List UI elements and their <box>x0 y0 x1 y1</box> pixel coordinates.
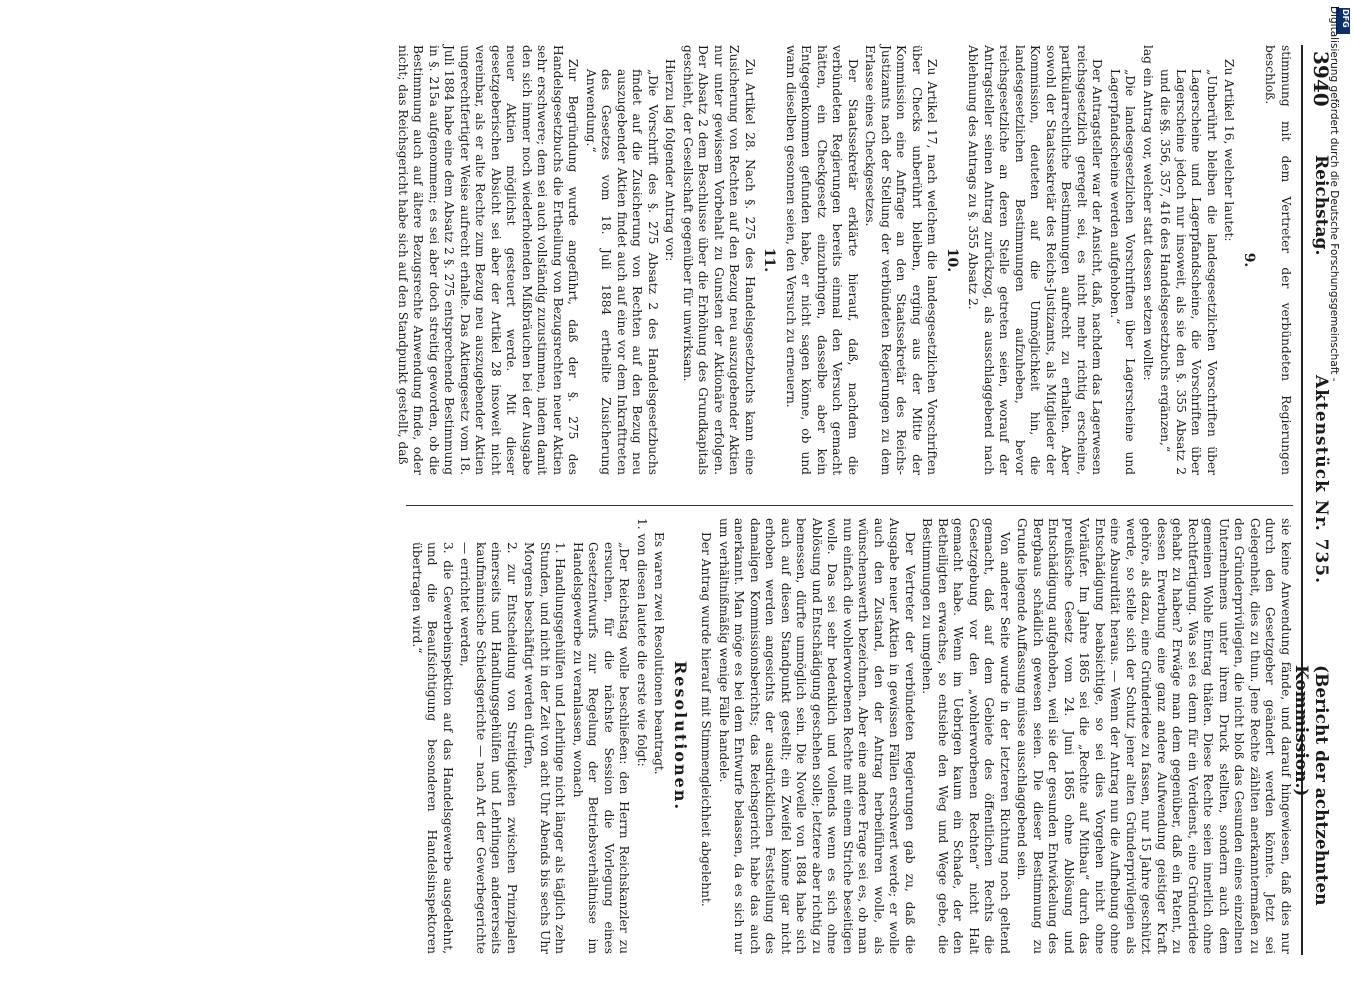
paragraph: Zu Artikel 17, nach welchem die landesgesetzlichen Vorschriften über Checks unberührt bleiben, erging aus der Mitte der Kommission eine Anfrage an den Staatssekretär des Reichs-Justizamts nach der Stellung der verbündeten Regierungen zu dem Erlasse eines Checkgesetzes. <box>863 45 940 475</box>
quote: „Die landesgesetzlichen Vorschriften über Lagerscheine und Lagerpfandscheine werden aufgehoben.“ <box>1108 69 1138 475</box>
section-heading: 10. <box>944 247 960 273</box>
quote: „Der Reichstag wolle beschließen: den Herrn Reichskanzler zu ersuchen, für die nächste Session die Vorlegung eines Gesetzentwurfs zur Regelung der Betriebsverhältnisse im Handelsgewerbe zu veranlassen, wonach <box>571 542 632 954</box>
paragraph: Der Vertreter der verbündeten Regierungen gab zu, daß die Ausgabe neuer Aktien in gewissen Fällen erschwert werde; er wolle auch den Zustand, den der Antrag herbeiführen wolle, als wünschenswerth bezeichnen. Aber eine andere Frage sei es, ob man nun einfach die wohlerworbenen Rechte mit einem Striche beseitigen wolle. Das sei sehr bedenklich und vollends wenn es sich ohne Ablösung und Entschädigung geschehen solle; letztere aber richtig zu bemessen, dürfte unmöglich sein. Die Novelle von 1884 habe sich auch auf diesen Standpunkt gestellt; ein Zweifel könne gar nicht erhoben werden angesichts der ausdrücklichen Feststellung des damaligen Kommissionsberichts; das Reichsgericht habe das auch anerkannt. Man möge es bei dem Entwurfe belassen, da es sich nur um verhältnißmäßig wenige Fälle handele. <box>717 518 917 954</box>
paragraph: Es waren zwei Resolutionen beantragt. <box>652 532 667 775</box>
paragraph: Von anderer Seite wurde in der letzteren Richtung noch geltend gemacht, daß auf dem Gebiete des öffentlichen Rechts die Gesetzgebung vor den „wohlerworbenen Rechten“ nicht Halt gemacht habe. Wenn im Uebrigen kaum ein Schade, der den Betheiligten erwachse, so entsiehe den Weg und Wege gebe, die Bestimmungen zu umgehen. <box>920 518 1012 954</box>
list-item: 3. die Gewerbeinspektion auf das Handelsgewerbe ausgedehnt, und die Beaufsichtigung besonderen Handelsinspektoren übertragen wird.“ <box>410 542 455 954</box>
section-heading: 11. <box>761 247 778 273</box>
section-heading: 9. <box>1241 252 1257 268</box>
paragraph: Der Antragsteller war der Ansicht, daß, nachdem das Lagerwesen reichsgesetzlich geregelt sei, es nicht mehr richtig erscheine, partikularrechtliche Bestimmungen aufrecht zu erhalten. Aber sowohl der Staatssekretär des Reichs-Justizamts, als Mitglieder der Kommission, deuteten auf die Unmöglichkeit hin, die landesgesetzlichen Bestimmungen aufzuheben, bevor reichsgesetzliche an deren Stelle getreten seien, worauf der Antragsteller seinen Antrag zurückzog, als ausschlaggebend nach Ablehnung des Antrags zu §. 355 Absatz 2. <box>966 45 1105 475</box>
document-page <box>62 45 1337 955</box>
page-number: 3940 <box>1309 51 1333 107</box>
paragraph: stimmung mit dem Vertreter der verbündeten Regierungen beschloß. <box>1263 45 1293 475</box>
right-column <box>407 505 1294 954</box>
left-column <box>393 45 1294 475</box>
quote: „Die Vorschrift des §. 275 Absatz 2 des Handelsgesetzbuchs findet auf die Zusicherung von Rechten auf den Bezug neu auszugebender Aktien findet auch auf eine vor dem Inkrafttreten des Gesetzes vom 18. Juli 1884 ertheilte Zusicherung Anwendung.“ <box>584 69 660 475</box>
digitization-credit: Digitalisierung gefördert durch die Deutsche Forschungsgemeinschaft - <box>1328 6 1340 382</box>
paragraph: Der Antrag wurde hierauf mit Stimmengleichheit abgelehnt. <box>699 532 714 907</box>
list-item: 1. Handlungsgehülfen und Lehrlinge nicht länger als täglich zehn Stunden, und nicht in der Zeit von acht Uhr Abends bis sechs Uhr Morgens beschäftigt werden dürfen, <box>522 542 568 954</box>
dfg-logo-text: DFG <box>1341 9 1350 28</box>
paragraph: Zu Artikel 16, welcher lautet: <box>1222 59 1237 242</box>
paragraph: Zur Begründung wurde angeführt, daß der §. 275 des Handelsgesetzbuchs die Ertheilung von Bezugsrechten neuer Aktien sehr erschwere; dem sei auch vollständig zuzustimmen, indem damit den sich immer noch wiederholenden Mißbräuchen bei der Ausgabe neuer Aktien möglichst gesteuert werde. Mit dieser gesetzgeberischen Absicht sei aber der Artikel 28 insoweit nicht vereinbar, als er alte Rechte zum Bezug neu auszugebender Aktien ungerechtfertigter Weise aufrecht erhalte. Das Aktiengesetz vom 18. Juli 1884 habe eine dem Absatz 2 §. 275 entsprechende Bestimmung in §. 215a aufgenommen; es sei aber doch streitig geworden, ob die Bestimmung auch auf ältere Bezugsrechte Anwendung finde, oder nicht; das Reichsgericht habe sich auf den Standpunkt gestellt, daß <box>396 45 581 475</box>
paragraph: Hierzu lag folgender Antrag vor: <box>663 59 678 262</box>
paragraph: sie keine Anwendung fände, und darauf hingewiesen, daß dies nur durch den Gesetzgeber geändert werden könnte. Jetzt sei Gelegenheit, dies zu thun. Jene Rechte zählten anerkanntermaßen zu den Gründerprivilegien, die nicht bloß das Gesunden eines einzelnen Unternehmens unter ihrem Druck stellten, sondern auch dem gemeinen Wohle Eintrag thäten. Diese Rechte seien innerlich ohne Rechtfertigung. Was sei es denn für ein Verdienst, eine Gründeridee gehabt zu haben? Erwäge man dem gegenüber, daß ein Patent, zu dessen Erwerbung eine ganz andere Aufwendung geistiger Kraft gehöre, als dazu, eine Gründeridee zu fassen, nur 15 Jahre geschützt werde, so stelle sich der Schutz jener alten Gründerprivilegien als eine Absurdität heraus. — Wenn der Antrag nun die Aufhebung ohne Entschädigung beabsichtige, so sei dies Vorgehen nicht ohne Vorläufer. Im Jahre 1865 sei die „Rechte auf Mitbau“ durch das preußische Gesetz vom 24. Juni 1865 ohne Ablösung und Entschädigung aufgehoben, weil sie der gesunden Entwickelung des Bergbaus schädlich gewesen seien. Die dieser Bestimmung zu Grunde liegende Auffassung müsse ausschlaggebend sein. <box>1015 518 1293 954</box>
paragraph: Zu Artikel 28. Nach §. 275 des Handelsgesetzbuchs kann eine Zusicherung von Rechten auf den Bezug neu auszugebender Aktien nur unter gewissem Vorbehalt zu Gunsten der Aktionäre erfolgen. Der Absatz 2 dem Beschlusse über die Erhöhung des Grundkapitals geschieht, der Gesellschaft gegenüber für unwirksam. <box>681 45 757 475</box>
list-item: 2. zur Entscheidung von Streitigkeiten zwischen Prinzipalen einerseits und Handlungsgehülfen und Lehrlingen andererseits kaufmännische Schiedsgerichte — nach Art der Gewerbegerichte — errichtet werden, <box>458 542 519 954</box>
section-heading: Resolutionen. <box>671 660 690 812</box>
rotated-sheet <box>62 45 1337 955</box>
paragraph: 1. von diesen lautete die erste wie folgt: <box>635 518 649 767</box>
paragraph: lag ein Antrag vor, welcher statt dessen setzen wollte: <box>1141 45 1155 381</box>
header-left: Reichstag. <box>1311 155 1331 256</box>
header-right: (Bericht der achtzehnten Kommission.) <box>1291 665 1331 906</box>
quote: „Unberührt bleiben die landesgesetzlichen Vorschriften über Lagerscheine und Lagerpfandscheine, die Vorschriften über Lagerscheine jedoch nur insoweit, als sie den §. 355 Absatz 2 und die §§. 356, 357, 416 des Handelsgesetzbuchs ergänzen,“ <box>1158 69 1219 475</box>
header-title: Aktenstück Nr. 735. <box>1311 375 1331 585</box>
paragraph: Der Staatssekretär erklärte hierauf, daß, nachdem die verbündeten Regierungen bereits einmal den Versuch gemacht hätten, ein Checkgesetz einzubringen, dasselbe aber kein Entgegenkommen gefunden habe, er nicht sagen könne, ob und wann dieselben gesonnen seien, den Versuch zu erneuern. <box>784 45 860 475</box>
